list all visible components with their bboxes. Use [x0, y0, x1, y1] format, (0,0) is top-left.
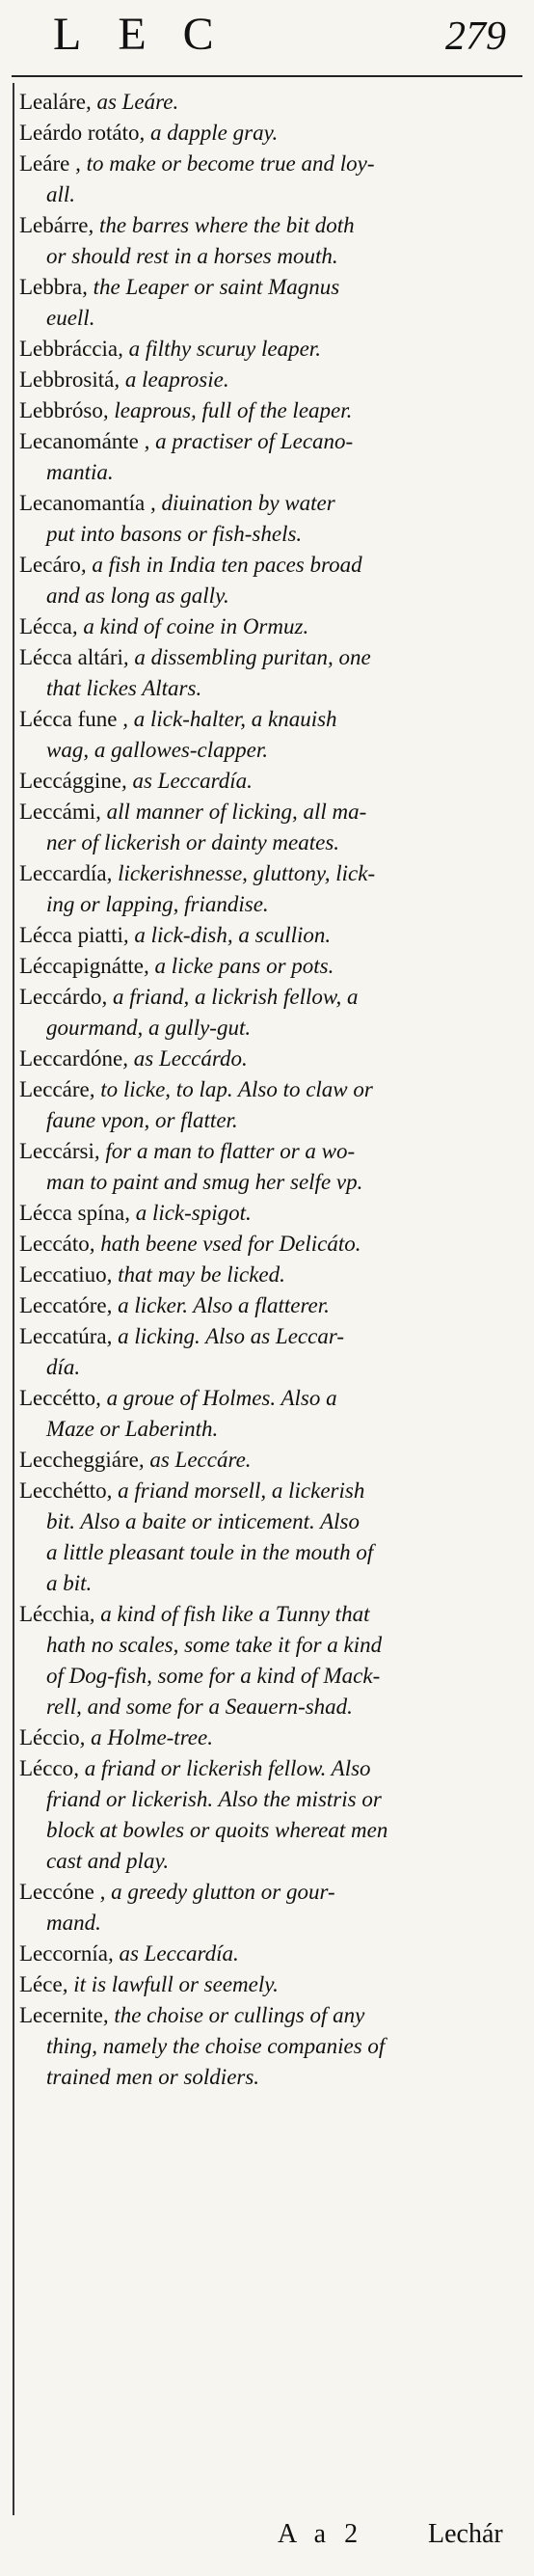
headword: Leáre: [19, 151, 70, 176]
definition-text: , a practiser of Lecano-: [138, 429, 354, 453]
dictionary-entry: [19, 550, 522, 611]
entry-continuation-line: [19, 179, 522, 210]
headword: Leccatóre: [19, 1293, 107, 1317]
entry-first-line: [19, 1044, 522, 1074]
definition-text: wag, a gallowes-clapper.: [46, 738, 268, 762]
entry-continuation-line: [19, 889, 522, 920]
headword: Leccatiuo: [19, 1262, 107, 1287]
entry-continuation-line: [19, 1661, 522, 1692]
definition-text: faune vpon, or flatter.: [46, 1108, 238, 1132]
dictionary-entry: [19, 365, 522, 395]
definition-text: , as Leccardía.: [107, 1941, 239, 1966]
entry-first-line: [19, 982, 522, 1013]
definition-text: , a filthy scuruy leaper.: [118, 337, 321, 361]
dictionary-entry: [19, 1939, 522, 1969]
definition-text: , a friand, a lickrish fellow, a: [101, 985, 359, 1009]
entry-first-line: [19, 2000, 522, 2031]
headword: Leccággine: [19, 769, 121, 793]
page-number: 279: [445, 14, 506, 59]
entry-first-line: [19, 1877, 522, 1908]
dictionary-entry: [19, 488, 522, 550]
dictionary-entry: [19, 1753, 522, 1877]
dictionary-entry: [19, 704, 522, 766]
dictionary-entry: [19, 334, 522, 365]
definition-text: , as Leccáre.: [138, 1448, 252, 1472]
dictionary-entry: [19, 87, 522, 118]
entry-continuation-line: [19, 1568, 522, 1599]
dictionary-entry: [19, 920, 522, 951]
dictionary-entry: [19, 1476, 522, 1599]
definition-text: , diuination by water: [145, 491, 335, 515]
definition-text: día.: [46, 1355, 81, 1379]
definition-text: , a fish in India ten paces broad: [80, 553, 362, 577]
dictionary-entry: [19, 210, 522, 272]
entry-first-line: [19, 210, 522, 241]
entry-first-line: [19, 550, 522, 581]
entry-continuation-line: [19, 2031, 522, 2062]
entry-continuation-line: [19, 1506, 522, 1537]
definition-text: , hath beene vsed for Delicáto.: [89, 1232, 361, 1256]
entry-first-line: [19, 488, 522, 519]
signature-mark: A a 2: [278, 2519, 364, 2549]
headword: Léccapignátte: [19, 954, 144, 978]
definition-text: , a greedy glutton or gour-: [93, 1880, 335, 1904]
dictionary-entry: [19, 149, 522, 210]
definition-text: gourmand, a gully-gut.: [46, 1016, 252, 1040]
running-title: LEC: [53, 9, 251, 60]
entry-continuation-line: [19, 1692, 522, 1722]
dictionary-entry: [19, 1877, 522, 1939]
entry-first-line: [19, 1939, 522, 1969]
definition-text: all.: [46, 182, 76, 206]
headword: Leccámi: [19, 800, 96, 824]
definition-text: , the barres where the bit doth: [88, 213, 355, 237]
entry-first-line: [19, 118, 522, 149]
definition-text: , a friand morsell, a lickerish: [106, 1478, 365, 1503]
entry-continuation-line: [19, 735, 522, 766]
running-header: [0, 0, 534, 77]
headword: Leccáre: [19, 1077, 90, 1101]
entry-first-line: [19, 426, 522, 457]
definition-text: , to make or become true and loy-: [69, 151, 375, 176]
definition-text: , a lick-spigot.: [124, 1201, 252, 1225]
entry-first-line: [19, 642, 522, 673]
headword: Lécca: [19, 614, 72, 638]
headword: Leccétto: [19, 1386, 96, 1410]
dictionary-entry: [19, 1599, 522, 1722]
definition-text: , the Leaper or saint Magnus: [82, 275, 340, 299]
definition-text: that lickes Altars.: [46, 676, 202, 700]
entry-continuation-line: [19, 1537, 522, 1568]
definition-text: bit. Also a baite or inticement. Also: [46, 1509, 360, 1533]
dictionary-entry: [19, 1229, 522, 1260]
dictionary-entry: [19, 272, 522, 334]
entry-first-line: [19, 920, 522, 951]
entry-continuation-line: [19, 1630, 522, 1661]
definition-text: , a Holme-tree.: [79, 1725, 213, 1749]
entry-first-line: [19, 1074, 522, 1105]
headword: Lécchia: [19, 1602, 90, 1626]
dictionary-entry: [19, 797, 522, 858]
definition-text: , a kind of coine in Ormuz.: [71, 614, 309, 638]
definition-text: , a kind of fish like a Tunny that: [89, 1602, 370, 1626]
entry-first-line: [19, 766, 522, 797]
definition-text: , leaprous, full of the leaper.: [102, 398, 353, 422]
entry-first-line: [19, 1198, 522, 1229]
headword: Léce: [19, 1972, 63, 1996]
definition-text: , the choise or cullings of any: [102, 2003, 365, 2027]
entry-first-line: [19, 149, 522, 179]
entry-first-line: [19, 1229, 522, 1260]
headword: Lécca fune: [19, 707, 118, 731]
entry-first-line: [19, 87, 522, 118]
entry-continuation-line: [19, 1846, 522, 1877]
catchword: Lechár: [428, 2519, 503, 2549]
dictionary-entry: [19, 951, 522, 982]
headword: Leccársi: [19, 1139, 94, 1163]
entry-first-line: [19, 1383, 522, 1414]
dictionary-entry: [19, 1136, 522, 1198]
dictionary-entry: [19, 118, 522, 149]
entry-continuation-line: [19, 2062, 522, 2093]
dictionary-entry: [19, 1290, 522, 1321]
definition-text: , for a man to flatter or a wo-: [93, 1139, 356, 1163]
definition-text: hath no scales, some take it for a kind: [46, 1633, 383, 1657]
definition-text: thing, namely the choise companies of: [46, 2034, 386, 2058]
definition-text: friand or lickerish. Also the mistris or: [46, 1787, 382, 1811]
definition-text: man to paint and smug her selfe vp.: [46, 1170, 363, 1194]
entry-first-line: [19, 1969, 522, 2000]
headword: Leccáto: [19, 1232, 90, 1256]
definition-text: , a licking. Also as Leccar-: [106, 1324, 344, 1348]
dictionary-entry: [19, 642, 522, 704]
entry-first-line: [19, 611, 522, 642]
entry-first-line: [19, 797, 522, 827]
definition-text: , it is lawfull or seemely.: [62, 1972, 279, 1996]
definition-text: , as Leccardía.: [120, 769, 253, 793]
entry-continuation-line: [19, 303, 522, 334]
entry-continuation-line: [19, 1908, 522, 1939]
definition-text: mantia.: [46, 460, 114, 484]
definition-text: rell, and some for a Seauern-shad.: [46, 1695, 353, 1719]
definition-text: put into basons or fish-shels.: [46, 522, 303, 546]
definition-text: , a lick-dish, a scullion.: [122, 923, 332, 947]
entry-continuation-line: [19, 1167, 522, 1198]
entry-first-line: [19, 365, 522, 395]
entry-continuation-line: [19, 457, 522, 488]
entry-continuation-line: [19, 581, 522, 611]
header-rule: [12, 75, 522, 77]
entry-continuation-line: [19, 1013, 522, 1044]
definition-text: trained men or soldiers.: [46, 2065, 260, 2089]
dictionary-entry: [19, 1074, 522, 1136]
headword: Lecernite: [19, 2003, 103, 2027]
headword: Léccio: [19, 1725, 80, 1749]
headword: Lécco: [19, 1756, 74, 1780]
entry-first-line: [19, 1445, 522, 1476]
entry-first-line: [19, 272, 522, 303]
headword: Lecáro: [19, 553, 81, 577]
entry-first-line: [19, 334, 522, 365]
entry-continuation-line: [19, 1414, 522, 1445]
definition-text: mand.: [46, 1911, 101, 1935]
headword: Leccóne: [19, 1880, 94, 1904]
headword: Leárdo rotáto: [19, 121, 140, 145]
definition-text: , a lick-halter, a knauish: [117, 707, 337, 731]
dictionary-entry: [19, 611, 522, 642]
headword: Leccárdo: [19, 985, 102, 1009]
dictionary-entry: [19, 1969, 522, 2000]
entry-continuation-line: [19, 1352, 522, 1383]
entry-continuation-line: [19, 1105, 522, 1136]
definition-text: of Dog-fish, some for a kind of Mack-: [46, 1664, 381, 1688]
dictionary-entry: [19, 858, 522, 920]
definition-text: a bit.: [46, 1571, 93, 1595]
headword: Lecchétto: [19, 1478, 107, 1503]
entry-first-line: [19, 1136, 522, 1167]
definition-text: , as Leccárdo.: [122, 1046, 248, 1071]
entry-first-line: [19, 704, 522, 735]
definition-text: , a dapple gray.: [139, 121, 279, 145]
entry-first-line: [19, 858, 522, 889]
definition-text: and as long as gally.: [46, 583, 229, 608]
dictionary-entry: [19, 2000, 522, 2093]
definition-text: ner of lickerish or dainty meates.: [46, 830, 340, 854]
headword: Lebbra: [19, 275, 83, 299]
headword: Lécca spína: [19, 1201, 125, 1225]
definition-text: , a licke pans or pots.: [143, 954, 334, 978]
dictionary-entry: [19, 1722, 522, 1753]
definition-text: , a dissembling puritan, one: [122, 645, 371, 669]
dictionary-entry: [19, 395, 522, 426]
definition-text: Maze or Laberinth.: [46, 1417, 219, 1441]
headword: Lebárre: [19, 213, 89, 237]
entry-first-line: [19, 1753, 522, 1784]
headword: Leccornía: [19, 1941, 108, 1966]
entry-continuation-line: [19, 673, 522, 704]
dictionary-entry: [19, 1445, 522, 1476]
entry-first-line: [19, 1722, 522, 1753]
dictionary-entry: [19, 426, 522, 488]
column-rule: [13, 83, 14, 2515]
headword: Leccardía: [19, 861, 107, 885]
entry-continuation-line: [19, 827, 522, 858]
headword: Lecanomantía: [19, 491, 146, 515]
entry-first-line: [19, 1290, 522, 1321]
dictionary-entry: [19, 1044, 522, 1074]
definition-text: , that may be licked.: [106, 1262, 285, 1287]
entry-first-line: [19, 395, 522, 426]
definition-text: block at bowles or quoits whereat men: [46, 1818, 388, 1842]
definition-text: a little pleasant toule in the mouth of: [46, 1540, 374, 1564]
page-footer: [0, 2519, 534, 2567]
definition-text: , a licker. Also a flatterer.: [106, 1293, 330, 1317]
dictionary-entry: [19, 1260, 522, 1290]
headword: Lebbróso: [19, 398, 103, 422]
dictionary-entry: [19, 766, 522, 797]
headword: Lécca altári: [19, 645, 123, 669]
headword: Leccardóne: [19, 1046, 123, 1071]
entry-list: [19, 87, 522, 2093]
definition-text: , a friand or lickerish fellow. Also: [73, 1756, 371, 1780]
definition-text: or should rest in a horses mouth.: [46, 244, 338, 268]
definition-text: , a groue of Holmes. Also a: [95, 1386, 337, 1410]
dictionary-entry: [19, 1321, 522, 1383]
definition-text: , to licke, to lap. Also to claw or: [89, 1077, 373, 1101]
entry-first-line: [19, 1260, 522, 1290]
definition-text: , all manner of licking, all ma-: [95, 800, 367, 824]
headword: Lebbrositá: [19, 367, 115, 392]
definition-text: , a leaprosie.: [114, 367, 229, 392]
dictionary-entry: [19, 1383, 522, 1445]
headword: Lecanománte: [19, 429, 139, 453]
definition-text: cast and play.: [46, 1849, 170, 1873]
entry-continuation-line: [19, 1815, 522, 1846]
entry-first-line: [19, 1321, 522, 1352]
headword: Leccheggiáre: [19, 1448, 139, 1472]
entry-continuation-line: [19, 519, 522, 550]
entry-first-line: [19, 1599, 522, 1630]
dictionary-entry: [19, 1198, 522, 1229]
entry-first-line: [19, 1476, 522, 1506]
headword: Leccatúra: [19, 1324, 107, 1348]
definition-text: euell.: [46, 306, 95, 330]
definition-text: ing or lapping, friandise.: [46, 892, 269, 916]
entry-first-line: [19, 951, 522, 982]
definition-text: , as Leáre.: [85, 90, 179, 114]
definition-text: , lickerishnesse, gluttony, lick-: [106, 861, 376, 885]
entry-continuation-line: [19, 1784, 522, 1815]
headword: Lécca piatti: [19, 923, 123, 947]
entry-continuation-line: [19, 241, 522, 272]
headword: Lealáre: [19, 90, 86, 114]
dictionary-entry: [19, 982, 522, 1044]
headword: Lebbráccia: [19, 337, 119, 361]
